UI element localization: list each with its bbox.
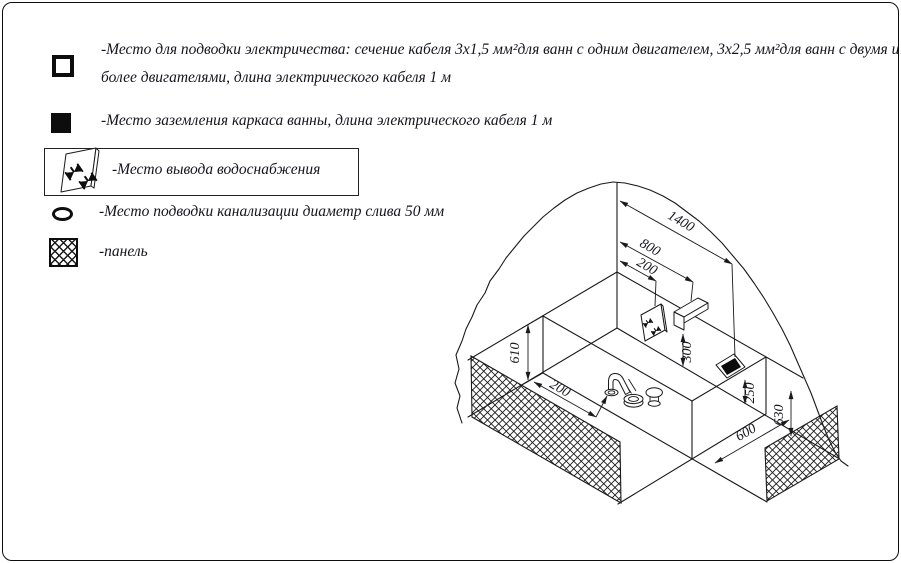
dim-label-600: 600 [733,421,760,445]
legend-electric-line2: более двигателями, длина электрического кабеля 1 м [101,69,452,86]
dim-610 [508,325,528,380]
drain-assembly [605,374,662,408]
legend-water-text: -Место вывода водоснабжения [112,161,321,178]
dim-label-800: 800 [636,236,663,260]
legend-grounding-text: -Место заземления каркаса ванны, длина электрического кабеля 1 м [101,112,553,129]
dim-label-200-wall: 200 [633,255,660,279]
electric-connection-box [674,298,708,330]
dim-label-630: 630 [772,404,787,426]
dim-300 [680,334,695,366]
water-outlet-plate [641,304,667,341]
legend-sewerage-text: -Место подводки канализации диаметр слива 50 мм [99,203,445,220]
legend-panel-text: -панель [99,243,148,260]
dim-label-300: 300 [680,341,695,363]
legend-water-outlet-symbol [61,148,99,192]
dim-label-250: 250 [743,382,758,404]
grounding-plate [716,354,745,378]
dim-label-1400: 1400 [664,208,697,236]
legend-electric-line1: -Место для подводки электричества: сечение кабеля 3х1,5 мм²для ванн с одним двигателем, 3х2,5 мм²для ванн с двумя и [101,41,900,58]
dim-250 [743,380,758,404]
panel-left [471,356,621,503]
dim-label-200-floor: 200 [546,377,573,401]
dim-800 [620,236,693,282]
dim-1400 [620,201,732,264]
dim-label-610: 610 [508,342,523,364]
